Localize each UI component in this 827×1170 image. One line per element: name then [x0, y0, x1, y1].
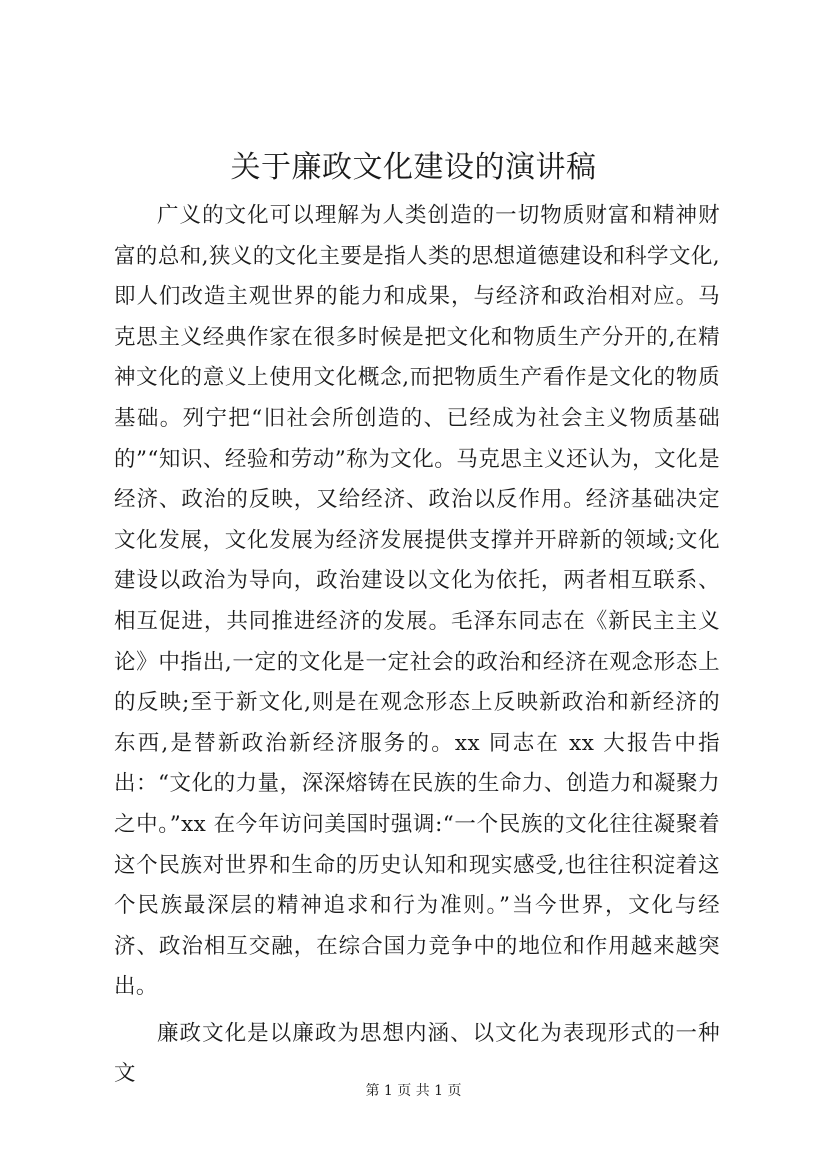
- document-body: [114, 196, 720, 1095]
- page-number-footer: 第 1 页 共 1 页: [365, 1083, 462, 1099]
- paragraph-1: 广义的文化可以理解为人类创造的一切物质财富和精神财富的总和,狭义的文化主要是指人类的思想道德建设和科学文化,即人们改造主观世界的能力和成果，与经济和政治相对应。马克思主义经典作家在很多时候是把文化和物质生产分开的,在精神文化的意义上使用文化概念,而把物质生产看作是文化的物质基础。列宁把“旧社会所创造的、已经成为社会主义物质基础的”“知识、经验和劳动”称为文化。马克思主义还认为，文化是经济、政治的反映，又给经济、政治以反作用。经济基础决定文化发展，文化发展为经济发展提供支撑并开辟新的领域;文化建设以政治为导向，政治建设以文化为依托，两者相互联系、相互促进，共同推进经济的发展。毛泽东同志在《新民主主义论》中指出,一定的文化是一定社会的政治和经济在观念形态上的反映;至于新文化,则是在观念形态上反映新政治和新经济的东西,是替新政治新经济服务的。xx 同志在 xx 大报告中指出：“文化的力量，深深熔铸在民族的生命力、创造力和凝聚力之中。”xx 在今年访问美国时强调:“一个民族的文化往往凝聚着这个民族对世界和生命的历史认知和现实感受,也往往积淀着这个民族最深层的精神追求和行为准则。”当今世界，文化与经济、政治相互交融，在综合国力竞争中的地位和作用越来越突出。: [114, 203, 720, 1000]
- document-title: 关于廉政文化建设的演讲稿: [230, 150, 597, 185]
- paragraph-2: 廉政文化是以廉政为思想内涵、以文化为表现形式的一种文: [114, 1020, 720, 1087]
